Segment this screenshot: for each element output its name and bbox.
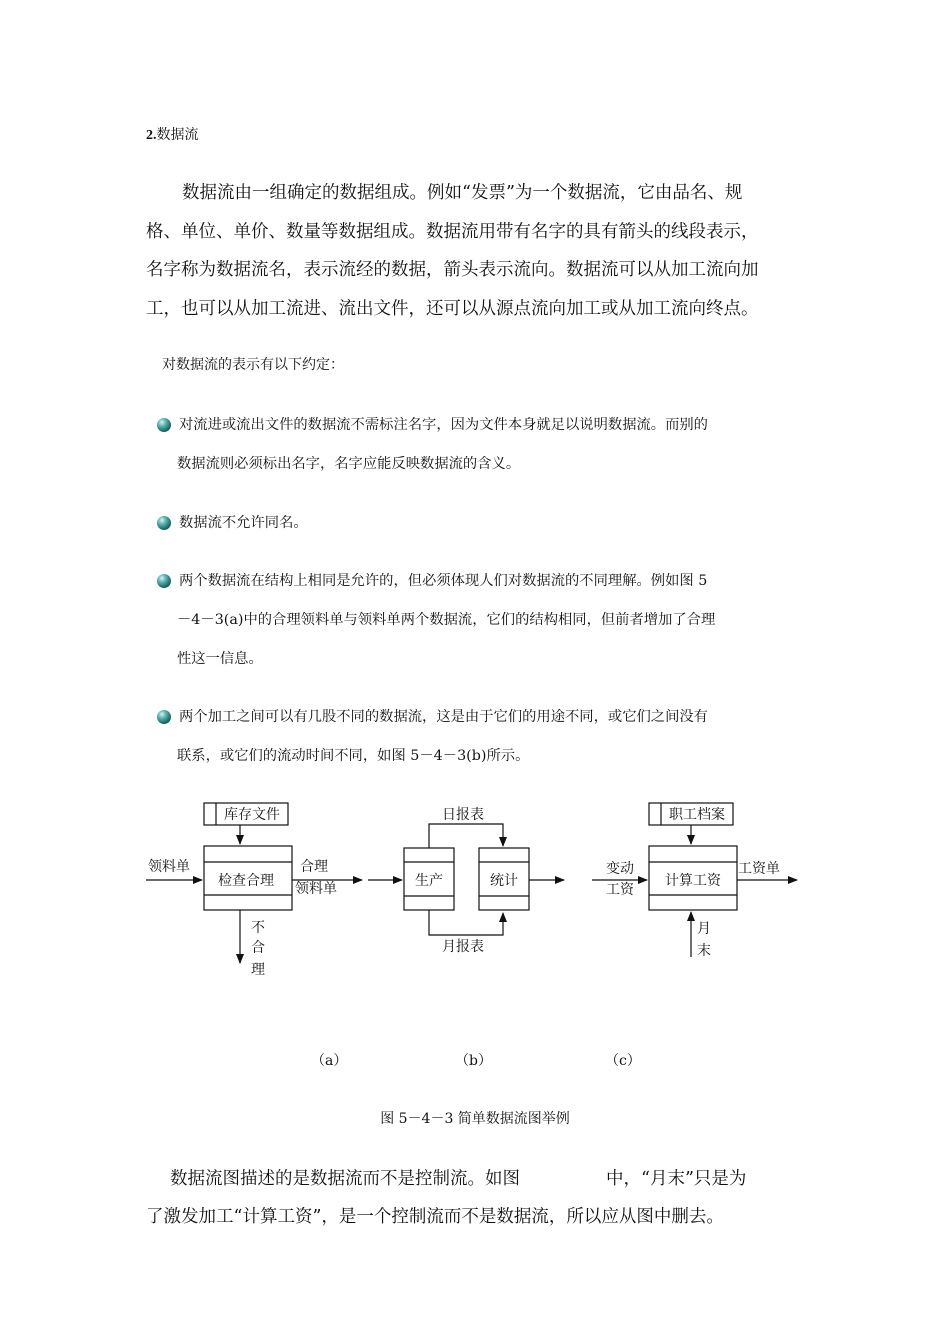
- bullet-line: 性这一信息。: [177, 651, 263, 667]
- bullet-item: [157, 562, 807, 679]
- file-label-a: 库存文件: [224, 807, 280, 823]
- flow-arrow-daily: [429, 824, 503, 848]
- flow-label-output-a-2: 领料单: [295, 881, 337, 897]
- flow-label-monthly: 月报表: [442, 939, 484, 955]
- process-label-b1: 生产: [415, 873, 443, 889]
- section-number: 2.: [146, 128, 157, 143]
- flow-label-reject-a: 不: [251, 920, 265, 936]
- process-label-a: 检查合理: [218, 873, 274, 889]
- flow-label-output-a-1: 合理: [300, 859, 328, 875]
- flow-label-reject-a: 理: [251, 962, 265, 978]
- data-flow-diagram: [140, 795, 820, 995]
- paragraph-line: 工，也可以从加工流进、流出文件，还可以从源点流向加工或从加工流向终点。: [146, 298, 759, 319]
- paragraph-data-flow-definition: [146, 174, 808, 328]
- process-label-c: 计算工资: [665, 873, 721, 889]
- diagram-b: [368, 824, 564, 935]
- bullet-line: 联系，或它们的流动时间不同，如图 5－4－3(b)所示。: [177, 748, 530, 764]
- bullet-ball-icon: [157, 418, 171, 432]
- paragraph-segment: 数据流图描述的是数据流而不是控制流。如图: [170, 1169, 520, 1189]
- file-label-c: 职工档案: [669, 807, 725, 823]
- bullet-item: [157, 406, 807, 484]
- bullet-ball-icon: [157, 710, 171, 724]
- flow-arrow-monthly: [429, 910, 503, 935]
- bullet-line: 对流进或流出文件的数据流不需标注名字，因为文件本身就足以说明数据流。而别的: [179, 417, 708, 433]
- bullet-line: 两个数据流在结构上相同是允许的，但必须体现人们对数据流的不同理解。例如图 5: [179, 573, 708, 589]
- bullet-line: －4－3(a)中的合理领料单与领料单两个数据流，它们的结构相同，但前者增加了合理: [177, 612, 716, 628]
- flow-label-reject-a: 合: [251, 940, 265, 956]
- bullet-ball-icon: [157, 516, 171, 530]
- bullet-ball-icon: [157, 574, 171, 588]
- flow-label-output-c: 工资单: [738, 861, 780, 877]
- flow-label-trigger-c: 月: [697, 921, 711, 937]
- flow-label-daily: 日报表: [442, 807, 484, 823]
- paragraph-line: [146, 1160, 808, 1198]
- flow-label-input-c-2: 工资: [606, 882, 634, 898]
- bullet-item: [157, 504, 807, 543]
- flow-label-input-a: 领料单: [148, 859, 190, 875]
- sublabel-c: （c）: [605, 1053, 641, 1069]
- section-title: 数据流: [156, 127, 199, 143]
- paragraph-line: 数据流由一组确定的数据组成。例如“发票”为一个数据流，它由品名、规: [182, 183, 743, 203]
- bullet-item: [157, 698, 807, 776]
- paragraph-line: 了激发加工“计算工资”，是一个控制流而不是数据流，所以应从图中删去。: [146, 1207, 724, 1227]
- flow-label-trigger-c: 末: [697, 943, 711, 959]
- paragraph-line: 名字称为数据流名，表示流经的数据，箭头表示流向。数据流可以从加工流向加: [146, 260, 759, 280]
- bullet-line: 两个加工之间可以有几股不同的数据流，这是由于它们的用途不同，或它们之间没有: [179, 709, 708, 725]
- bullet-line: 数据流不允许同名。: [179, 515, 308, 531]
- conventions-intro: 对数据流的表示有以下约定：: [162, 357, 344, 373]
- sublabel-b: （b）: [455, 1053, 492, 1069]
- section-heading: [146, 124, 199, 144]
- figure-caption: 图 5－4－3 简单数据流图举例: [380, 1111, 570, 1127]
- paragraph-segment: 中，“月末”只是为: [606, 1169, 747, 1189]
- paragraph-line: 格、单位、单价、数量等数据组成。数据流用带有名字的具有箭头的线段表示，: [146, 221, 759, 242]
- sublabel-a: （a）: [311, 1053, 348, 1069]
- paragraph-control-flow: [146, 1160, 808, 1236]
- process-label-b2: 统计: [490, 873, 518, 889]
- bullet-line: 数据流则必须标出名字，名字应能反映数据流的含义。: [177, 456, 521, 472]
- flow-label-input-c-1: 变动: [606, 861, 634, 877]
